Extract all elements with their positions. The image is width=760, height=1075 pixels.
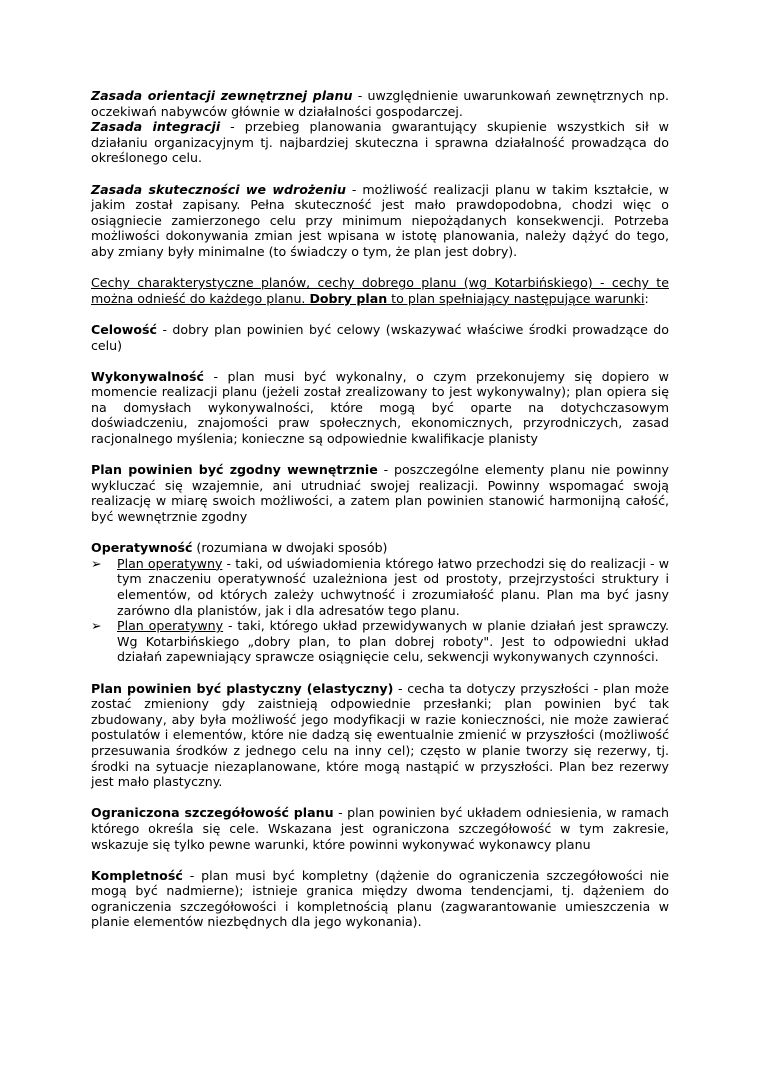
text-szczegolowosc: - plan powinien być układem odniesienia, w ramach którego określa się cele. Wskazana jest ograniczona szczegółowość w tym zakresie, wskazuje się tylko pewne warunki, które powinni wykonywać wykonawcy planu [91,805,669,852]
cechy-intro-rest: to plan spełniający następujące warunki [387,290,645,306]
list-item [91,556,669,618]
text-plastycznosc: - cecha ta dotyczy przyszłości - plan może zostać zmieniony gdy zaistnieją odpowiednie przesłanki; plan powinien być tak zbudowany, aby była możliwość jego modyfikacji w razie konieczności, nie może zawierać postulatów i elementów, które nie dadzą się ewentualnie zmienić w przyszłości (możliwość przesuwania środków z jednego celu na inny cel); często w planie tworzy się rezerwy, tj. środki na sytuacje niezaplanowane, które mogą nastąpić w przyszłości. Plan bez rezerwy jest mało plastyczny. [91,680,669,790]
text-integracja: - przebieg planowania gwarantujący skupienie wszystkich sił w działaniu organizacyjnym tj. najbardziej skuteczna i sprawna działalność prowadząca do określonego celu. [91,119,669,166]
text-kompletnosc: - plan musi być kompletny (dążenie do ograniczenia szczegółowości nie mogą być nadmierne); istnieje granica między dwoma tendencjami, tj. dążeniem do ograniczenia szczegółowości i kompletnością planu (zagwarantowanie umieszczenia w planie elementów niezbędnych dla jego wykonania). [91,867,669,930]
paragraph-cechy-intro [91,275,669,306]
bullet-term: Plan operatywny [117,618,224,634]
bullet-text: - taki, od uświadomienia którego łatwo przechodzi się do realizacji - w tym znaczeniu operatywność uzależniona jest od prostoty, przejrzystości struktury i elementów, od których zależy uchwytność i zrozumiałość planu. Plan ma być jasny zarówno dla planistów, jak i dla adresatów tego planu. [117,555,669,618]
paragraph-plastycznosc [91,681,669,790]
paragraph-celowosc [91,322,669,353]
operatywnosc-list [91,556,669,665]
text-celowosc: - dobry plan powinien być celowy (wskazywać właściwe środki prowadzące do celu) [91,321,669,353]
paragraph-zgodnosc [91,462,669,524]
text-skutecznosc: - możliwość realizacji planu w takim kształcie, w jakim został zapisany. Pełna skuteczność jest mało prawdopodobna, chodzi więc o osiągniecie zamierzonego celu przy minimum niepożądanych konsekwencji. Potrzeba możliwości dokonywania zmian jest wpisana w istotę planowania, należy dążyć do tego, aby zmiany były minimalne (to świadczy o tym, że plan jest dobry). [91,181,669,259]
term-celowosc: Celowość [91,321,158,337]
paragraph-orientacja [91,88,669,119]
paragraph-operatywnosc [91,540,669,556]
text-operatywnosc: (rozumiana w dwojaki sposób) [192,540,388,556]
term-skutecznosc: Zasada skuteczności we wdrożeniu [91,181,346,197]
paragraph-skutecznosc [91,182,669,260]
cechy-intro-colon: : [644,290,649,306]
term-plastycznosc: Plan powinien być plastyczny (elastyczny) [91,680,394,696]
paragraph-wykonywalnosc [91,369,669,447]
list-item [91,618,669,665]
term-orientacja: Zasada orientacji zewnętrznej planu [91,88,353,103]
text-wykonywalnosc: - plan musi być wykonalny, o czym przekonujemy się dopiero w momencie realizacji planu (jeżeli został zrealizowany to jest wykonywalny); plan opiera się na domysłach wykonywalności, które mogą być oparte na dotychczasowym doświadczeniu, znajomości praw społecznych, ekonomicznych, przyrodniczych, zasad racjonalnego myślenia; konieczne są odpowiednie kwalifikacje planisty [91,368,669,447]
bullet-text: - taki, którego układ przewidywanych w planie działań jest sprawczy. Wg Kotarbińskiego „dobry plan, to plan dobrej roboty". Jest to odpowiedni układ działań zapewniający sprawcze osiągnięcie celu, sekwencji wykonywanych czynności. [117,618,670,665]
cechy-intro-text: Cechy charakterystyczne planów, cechy dobrego planu (wg Kotarbińskiego) - cechy te można odnieść do każdego planu. [91,275,669,306]
term-szczegolowosc: Ograniczona szczegółowość planu [91,805,334,821]
dobry-plan-term: Dobry plan [309,290,388,306]
paragraph-kompletnosc [91,868,669,930]
document-page [91,88,669,930]
term-zgodnosc: Plan powinien być zgodny wewnętrznie [91,462,378,478]
term-operatywnosc: Operatywność [91,540,193,556]
paragraph-szczegolowosc [91,805,669,852]
arrow-bullet-icon: ➢ [91,618,102,634]
term-wykonywalnosc: Wykonywalność [91,368,204,384]
text-orientacja: - uwzględnienie uwarunkowań zewnętrznych np. oczekiwań nabywców głównie w działalności gospodarczej. [91,88,669,119]
term-kompletnosc: Kompletność [91,867,183,883]
term-integracja: Zasada integracji [91,119,221,135]
arrow-bullet-icon: ➢ [91,555,102,571]
paragraph-integracja [91,119,669,166]
bullet-term: Plan operatywny [117,555,223,571]
text-zgodnosc: - poszczególne elementy planu nie powinny wykluczać się wzajemnie, ani utrudniać swojej realizacji. Powinny wspomagać swoją realizację w miarę swoich możliwości, a zatem plan powinien stanowić harmonijną całość, być wewnętrznie zgodny [91,462,669,525]
